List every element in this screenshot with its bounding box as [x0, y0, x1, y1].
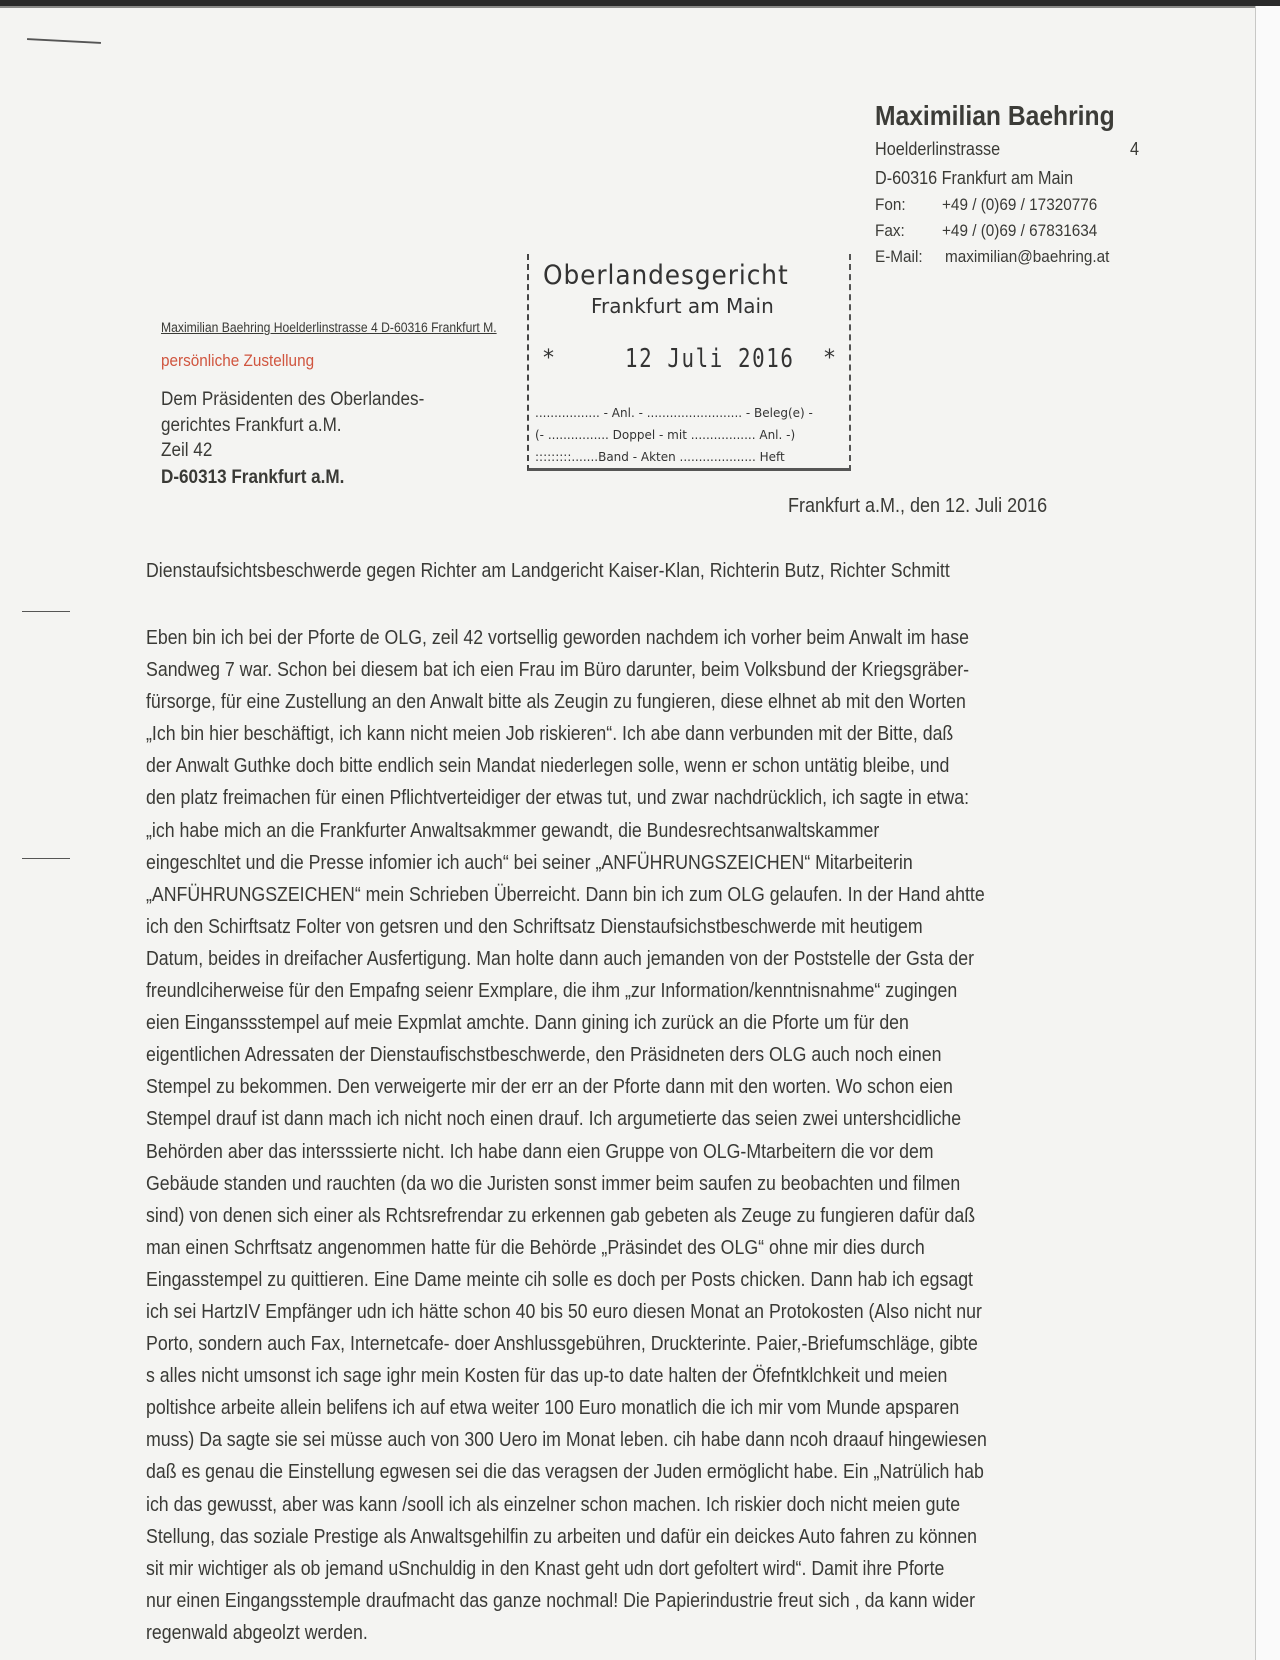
body-line: muss) Da sagte sie sei müsse auch von 300 Uero im Monat leben. cih habe dann ncoh draauf hingewiesen: [146, 1428, 987, 1452]
punch-mark: [27, 38, 101, 44]
recipient-line: Dem Präsidenten des Oberlandes-: [161, 389, 425, 410]
body-line: Eben bin ich bei der Pforte de OLG, zeil 42 vortsellig geworden nachdem ich vorher beim Anwalt im hase: [146, 626, 970, 649]
sender-street: Hoelderlinstrasse: [875, 139, 1001, 159]
body-line: Datum, beides in dreifacher Ausfertigung. Man holte dann auch jemanden von der Poststelle der Gsta der: [146, 946, 975, 970]
body-line: Eingasstempel zu quittieren. Eine Dame meinte cih solle es doch per Posts chicken. Dann hab ich egsagt: [146, 1267, 973, 1291]
body-line: Stellung, das soziale Prestige als Anwaltsgehilfin zu arbeiten und dafür ein deickes Auto fahren zu können: [146, 1524, 978, 1548]
stamp-row-copies: (- ................ Doppel - mit ................. Anl. -): [535, 428, 796, 442]
body-line: s alles nicht umsonst ich sage ighr mein Kosten für das up-to date halten der Öfefntklchkeit und meien: [146, 1364, 948, 1388]
letter-date: Frankfurt a.M., den 12. Juli 2016: [788, 495, 1048, 517]
body-line: Gebäude standen und rauchten (da wo die Juristen sonst immer beim saufen zu beobachten und filmen: [146, 1171, 961, 1195]
body-line: ich den Schirftsatz Folter von getsren und den Schriftsatz Dienstaufsichstbeschwerde mit heutigem: [146, 914, 923, 938]
body-line: Stempel zu bekommen. Den verweigerte mir der err an der Pforte dann mit den worten. Wo schon eien: [146, 1075, 953, 1099]
phone-label: Fon:: [875, 195, 906, 214]
phone-number: +49 / (0)69 / 17320776: [942, 195, 1098, 214]
body-line: ich sei HartzIV Empfänger udn ich hätte schon 40 bis 50 euro diesen Monat an Protokosten (Also nicht nur: [146, 1299, 982, 1323]
recipient-line: Zeil 42: [161, 440, 213, 461]
body-line: man einen Schrftsatz angenommen hatte für die Behörde „Präsindet des OLG“ ohne mir dies durch: [146, 1235, 925, 1259]
body-line: ich das gewusst, aber was kann /sooll ich als einzelner schon machen. Ich riskier doch nicht meien gute: [146, 1492, 961, 1516]
scan-top-shadow: [0, 6, 1255, 8]
fold-mark: [22, 858, 70, 859]
body-line: sit mir wichtiger als ob jemand uSnchuldig in den Knast geht udn dort gefoltert wird“. Damit ihre Pforte: [146, 1556, 945, 1580]
stamp-court: Oberlandesgericht: [543, 260, 789, 291]
stamp-row-attachments: ................. - Anl. - ......................... - Beleg(e) -: [535, 406, 813, 420]
body-line: eingeschltet und die Presse infomier ich auch“ bei seiner „ANFÜHRUNGSZEICHEN“ Mitarbeiterin: [146, 850, 913, 874]
body-line: Behörden aber das intersssierte nicht. Ich habe dann eien Gruppe von OLG-Mtarbeitern die vor dem: [146, 1139, 934, 1163]
sender-city: D-60316 Frankfurt am Main: [875, 168, 1074, 188]
stamp-city: Frankfurt am Main: [591, 294, 774, 318]
received-stamp: [527, 254, 851, 471]
body-line: den platz freimachen für einen Pflichtverteidiger der etwas tut, und zwar nachdrücklich, ich sagte in etwa:: [146, 786, 970, 810]
body-line: eien Einganssstempel auf meie Expmlat amchte. Dann gining ich zurück an die Pforte um für den: [146, 1011, 909, 1035]
stamp-row-files: :::::::::.......Band - Akten .................... Heft: [535, 450, 785, 464]
sender-house-number: 4: [1130, 139, 1140, 159]
body-line: „ANFÜHRUNGSZEICHEN“ mein Schrieben Überreicht. Dann bin ich zum OLG gelaufen. In der Hand ahtte: [146, 882, 985, 906]
scan-right-edge: [1255, 6, 1280, 1660]
body-line: „ich habe mich an die Frankfurter Anwaltsakmmer gewandt, die Bundesrechtsanwaltskammer: [146, 818, 880, 842]
body-line: daß es genau die Einstellung egwesen sei die das veragsen der Juden ermöglicht habe. Ein „Natrülich hab: [146, 1460, 984, 1484]
body-line: fürsorge, für eine Zustellung an den Anwalt bitte als Zeugin zu fungieren, diese elhnet ab mit den Worten: [146, 690, 966, 714]
recipient-line: D-60313 Frankfurt a.M.: [161, 467, 345, 488]
body-line: Porto, sondern auch Fax, Internetcafe- doer Anshlussgebühren, Druckterinte. Paier,-Briefumschläge, gibte: [146, 1332, 978, 1356]
letter-subject: Dienstaufsichtsbeschwerde gegen Richter am Landgericht Kaiser-Klan, Richterin Butz, Richter Schmitt: [146, 560, 950, 582]
body-line: poltishce arbeite allein belifens ich auf etwa weiter 100 Euro monatlich die ich mir vom Munde apsparen: [146, 1396, 960, 1420]
stamp-star-right: *: [824, 346, 835, 371]
email-address: maximilian@baehring.at: [945, 247, 1110, 266]
sender-name: Maximilian Baehring: [875, 100, 1115, 131]
body-line: „Ich bin hier beschäftigt, ich kann nicht meien Job riskieren“. Ich abe dann verbunden mit der Bitte, daß: [146, 722, 954, 746]
fold-mark: [22, 611, 70, 612]
letter-body: [146, 622, 1118, 1649]
email-label: E-Mail:: [875, 247, 923, 266]
recipient-line: gerichtes Frankfurt a.M.: [161, 415, 342, 436]
body-line: sind) von denen sich einer als Rchtsrefrendar zu erkennen gab gebeten als Zeuge zu fungieren dafür daß: [146, 1203, 976, 1227]
body-line: freundlciherweise für den Empafng seienr Exmplare, die ihm „zur Information/kenntnisnahme“ zugingen: [146, 979, 958, 1003]
stamp-date: 12 Juli 2016: [625, 344, 795, 374]
body-line: Stempel drauf ist dann mach ich nicht noch einen drauf. Ich argumetierte das seien zwei untershcidliche: [146, 1107, 962, 1131]
body-line: eigentlichen Adressaten der Dienstaufischstbeschwerde, den Präsidneten ders OLG auch noch einen: [146, 1043, 942, 1067]
body-line: Sandweg 7 war. Schon bei diesem bat ich eien Frau im Büro darunter, beim Volksbund der Kriegsgräber-: [146, 658, 970, 682]
delivery-note: persönliche Zustellung: [161, 351, 315, 370]
return-address-line: Maximilian Baehring Hoelderlinstrasse 4 D-60316 Frankfurt M.: [161, 320, 497, 335]
fax-label: Fax:: [875, 221, 905, 240]
body-line: regenwald abgeolzt werden.: [146, 1620, 368, 1644]
stamp-star-left: *: [543, 346, 554, 371]
body-line: nur einen Eingangsstemple draufmacht das ganze nochmal! Die Papierindustrie freut sich , da kann wider: [146, 1588, 975, 1612]
fax-number: +49 / (0)69 / 67831634: [942, 221, 1098, 240]
body-line: der Anwalt Guthke doch bitte endlich sein Mandat niederlegen solle, wenn er schon untätig bleibe, und: [146, 754, 950, 778]
